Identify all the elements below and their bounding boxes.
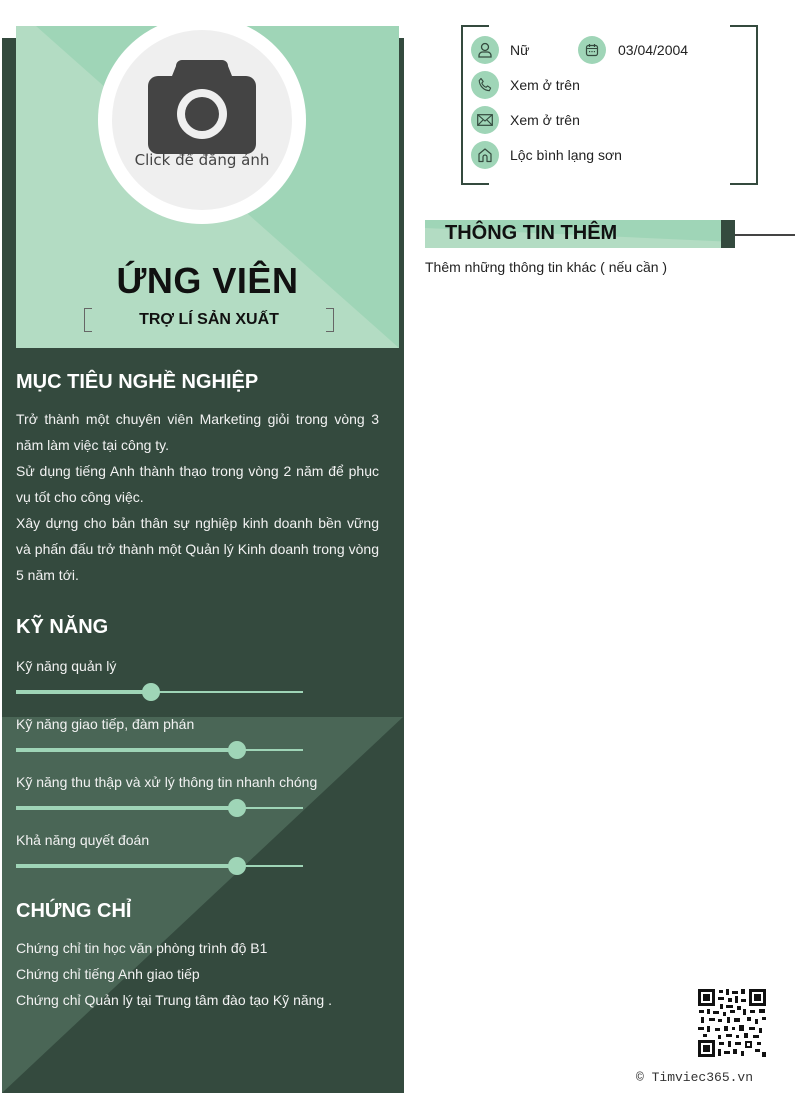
certificate-item[interactable]: Chứng chỉ tiếng Anh giao tiếp (16, 966, 200, 982)
contact-bracket-right (730, 25, 758, 185)
home-icon (471, 141, 499, 169)
contact-birthday (578, 36, 688, 64)
contact-gender (471, 36, 529, 64)
birthday-value[interactable]: 03/04/2004 (618, 42, 689, 58)
more-info-text[interactable]: Thêm những thông tin khác ( nếu cần ) (425, 259, 668, 275)
gender-value[interactable]: Nữ (510, 42, 530, 58)
more-info-cap (721, 220, 735, 248)
certificates-section (16, 900, 379, 1013)
phone-icon (471, 71, 499, 99)
certificate-item[interactable]: Chứng chỉ Quản lý tại Trung tâm đào tạo Kỹ năng . (16, 992, 332, 1008)
copyright-text: © Timviec365.vn (636, 1070, 754, 1085)
email-value[interactable]: Xem ở trên (510, 112, 580, 128)
objective-line[interactable]: Xây dựng cho bản thân sự nghiệp kinh doanh bền vững và phấn đấu trở thành một Quản lý Kinh doanh trong vòng 5 năm tới. (16, 515, 379, 583)
candidate-name[interactable]: ỨNG VIÊN (116, 260, 299, 301)
objective-section (16, 371, 379, 588)
skill-slider[interactable] (16, 798, 303, 818)
header-card (16, 26, 399, 348)
skill-item (16, 832, 379, 890)
skill-slider[interactable] (16, 740, 303, 760)
slider-fill (16, 864, 237, 868)
skill-label: Kỹ năng giao tiếp, đàm phán (16, 716, 195, 732)
skill-label: Kỹ năng quản lý (16, 658, 117, 674)
address-value[interactable]: Lộc bình lạng sơn (510, 147, 622, 163)
contact-email (471, 106, 580, 134)
skill-label: Khả năng quyết đoán (16, 832, 150, 848)
avatar-caption: Click để đăng ảnh (134, 151, 270, 169)
camera-icon (148, 60, 256, 154)
objective-title: MỤC TIÊU NGHỀ NGHIỆP (16, 371, 259, 393)
objective-line[interactable]: Sử dụng tiếng Anh thành thạo trong vòng 2 năm để phục vụ tốt cho công việc. (16, 463, 379, 505)
slider-knob[interactable] (228, 857, 246, 875)
user-icon (471, 36, 499, 64)
slider-knob[interactable] (228, 799, 246, 817)
job-title-box (84, 308, 334, 332)
slider-fill (16, 806, 237, 810)
job-title[interactable]: TRỢ LÍ SẢN XUẤT (139, 311, 279, 328)
slider-knob[interactable] (228, 741, 246, 759)
more-info-divider (735, 234, 795, 236)
slider-fill (16, 690, 151, 694)
phone-value[interactable]: Xem ở trên (510, 77, 580, 93)
skill-item (16, 716, 379, 774)
skills-title: KỸ NĂNG (16, 616, 109, 638)
mail-icon (471, 106, 499, 134)
certificate-item[interactable]: Chứng chỉ tin học văn phòng trình độ B1 (16, 940, 268, 956)
more-info-header (425, 220, 735, 248)
objective-line[interactable]: Trở thành một chuyên viên Marketing giỏi trong vòng 3 năm làm việc tại công ty. (16, 411, 379, 453)
certificates-title: CHỨNG CHỈ (16, 900, 132, 922)
skills-section (16, 616, 379, 890)
calendar-icon (578, 36, 606, 64)
avatar-upload[interactable] (112, 30, 292, 210)
slider-fill (16, 748, 237, 752)
skill-label: Kỹ năng thu thập và xử lý thông tin nhanh chóng (16, 774, 318, 790)
qr-code (697, 988, 767, 1058)
contact-phone (471, 71, 580, 99)
skill-slider[interactable] (16, 682, 303, 702)
skill-item (16, 658, 379, 716)
contact-address (471, 141, 622, 169)
slider-knob[interactable] (142, 683, 160, 701)
contact-box (461, 25, 758, 185)
more-info-title: THÔNG TIN THÊM (445, 222, 618, 244)
skill-item (16, 774, 379, 832)
skill-slider[interactable] (16, 856, 303, 876)
